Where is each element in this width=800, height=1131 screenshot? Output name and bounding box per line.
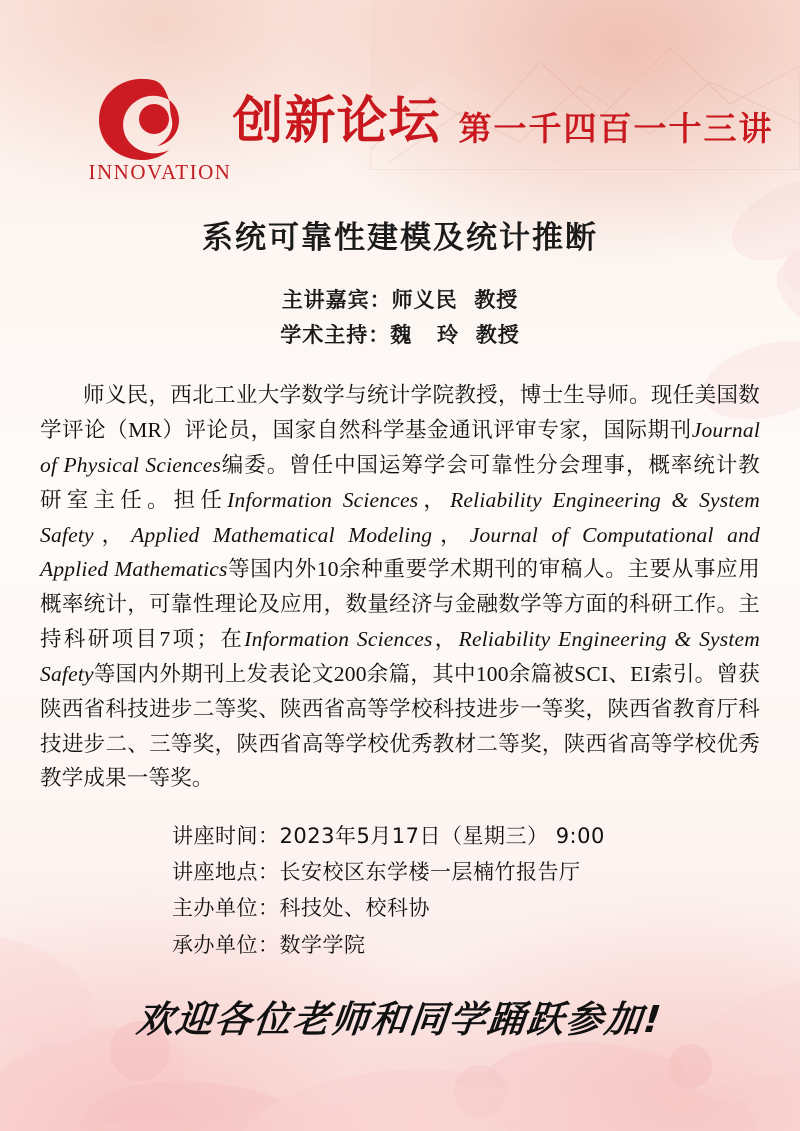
innovation-flame-logo-icon bbox=[91, 74, 187, 162]
lecture-number: 第一千四百一十三讲 bbox=[458, 109, 774, 148]
logo-block bbox=[87, 74, 237, 186]
logo-wordmark: INNOVATION bbox=[88, 160, 232, 184]
poster-header bbox=[34, 74, 774, 186]
detail-host-unit: 承办单位：数学学院 bbox=[172, 932, 366, 957]
detail-location: 讲座地点：长安校区东学楼一层楠竹报告厅 bbox=[172, 860, 581, 885]
speaker-block bbox=[34, 283, 766, 352]
detail-organizer: 主办单位：科技处、校科协 bbox=[172, 896, 430, 921]
speaker-guest: 主讲嘉宾：师义民 教授 bbox=[281, 288, 519, 312]
detail-time: 讲座时间：2023年5月17日（星期三） 9:00 bbox=[172, 824, 605, 849]
event-details bbox=[34, 818, 766, 962]
welcome-message: 欢迎各位老师和同学踊跃参加! bbox=[134, 997, 665, 1041]
speaker-host: 学术主持：魏 玲 教授 bbox=[280, 322, 520, 347]
brand-title-cn: 创新论坛 bbox=[232, 92, 441, 151]
page-title: 系统可靠性建模及统计推断 bbox=[202, 220, 598, 256]
poster-content bbox=[0, 74, 800, 1131]
speaker-bio: 师义民，西北工业大学数学与统计学院教授，博士生导师。现任美国数学评论（MR）评论员，国家自然科学基金通讯评审专家，国际期刊Journal of Physical Sciences编委。曾任中国运筹学会可靠性分会理事，概率统计教研室主任。担任Information Sciences，Reliability Engineering & System Safety，Applied Mathematical Modeling，Journal of Computational and Applied Mathematics等国内外10余种重要学术期刊的审稿人。主要从事应用概率统计，可靠性理论及应用，数量经济与金融数学等方面的科研工作。主持科研项目7项；在Information Sciences，Reliability Engineering & System Safety等国内外期刊上发表论文200余篇，其中100余篇被SCI、EI索引。曾获陕西省科技进步二等奖、陕西省高等学校科技进步一等奖，陕西省教育厅科技进步二、三等奖，陕西省高等学校优秀教材二等奖，陕西省高等学校优秀教学成果一等奖。 bbox=[40, 383, 760, 791]
